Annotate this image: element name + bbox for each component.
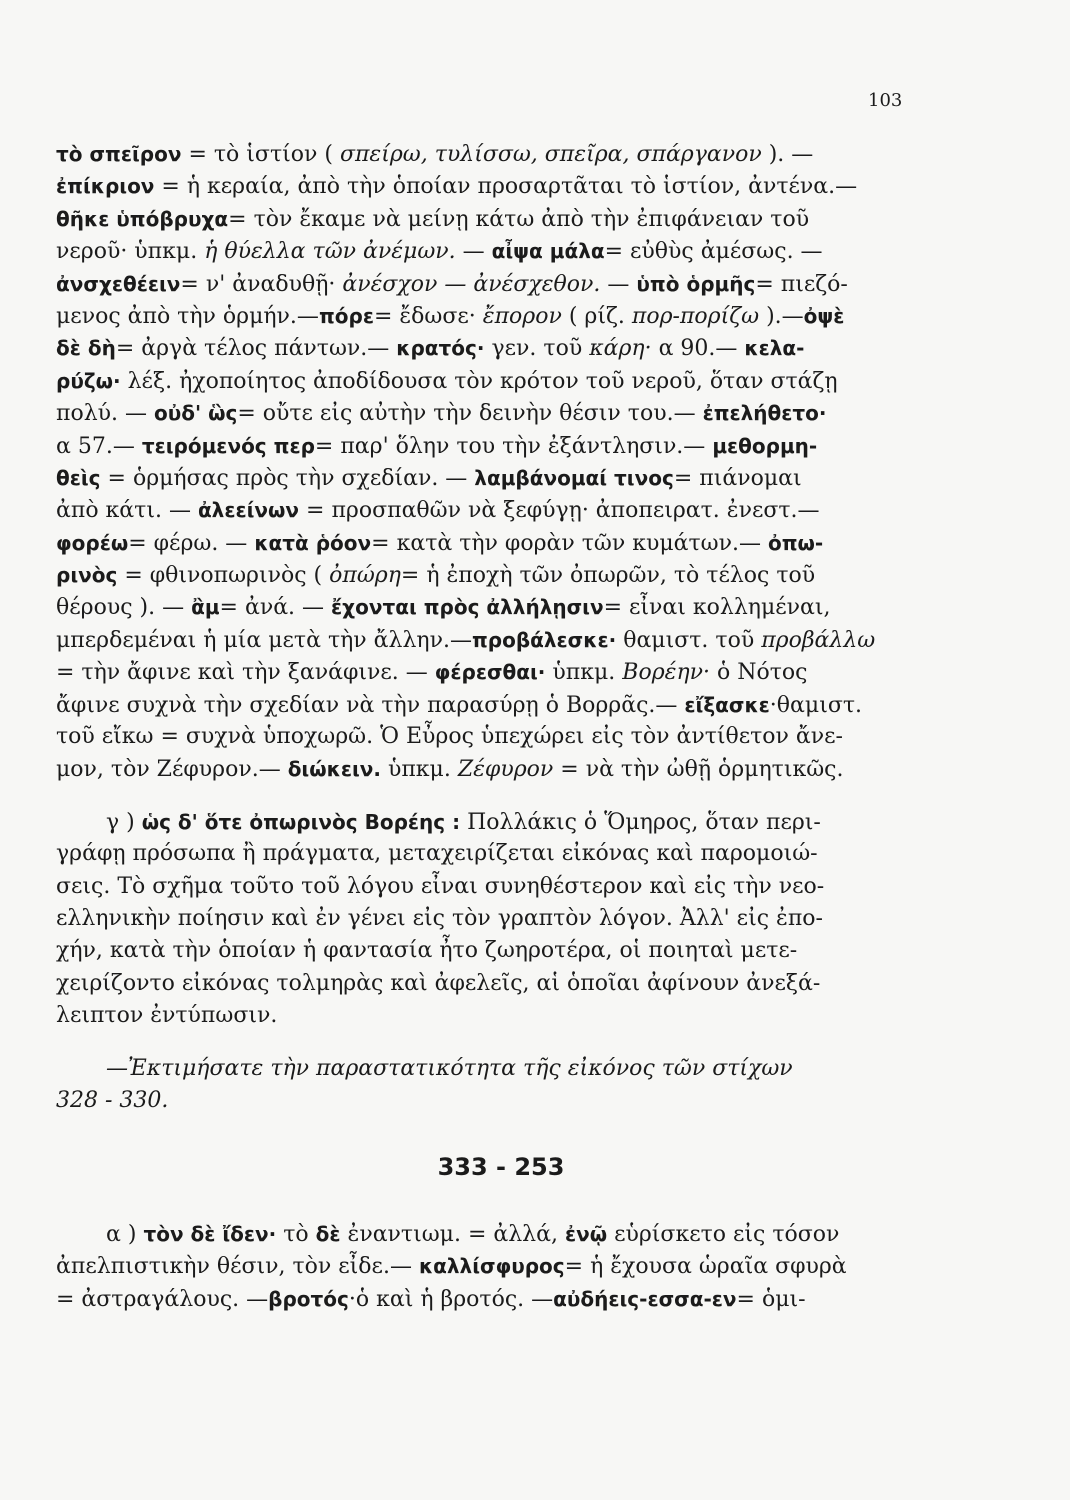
text-run: = προσπαθῶν νὰ ξεφύγῃ· ἀποπειρατ. ἐνεστ.— — [299, 498, 820, 524]
headword: τὸ σπεῖρον — [56, 142, 182, 166]
text-line — [56, 871, 906, 903]
text-line — [56, 462, 906, 494]
text-run: θέρους ). — — [56, 595, 192, 621]
headword: δὲ — [315, 1221, 341, 1246]
headword: πόρε — [318, 303, 374, 328]
headword: βροτός — [268, 1286, 349, 1311]
text-run: ). — — [761, 142, 814, 167]
text-run: = ν' ἀναδυθῇ· — [180, 271, 343, 297]
headword: θεὶς — [56, 465, 101, 490]
text-line — [56, 1218, 906, 1250]
text-run: θαμιστ. τοῦ — [616, 627, 762, 653]
text-run: γεν. τοῦ — [484, 336, 590, 362]
italic-text: πορ-πορίζω — [631, 303, 760, 329]
headword: φέρεσθαι· — [434, 660, 546, 685]
glossary-paragraph — [56, 138, 906, 786]
text-line — [56, 838, 906, 870]
text-run: = ἡ ἔχουσα ὡραῖα σφυρὰ — [564, 1254, 847, 1280]
italic-text: ἡ θύελλα τῶν ἀνέμων. — [204, 239, 456, 265]
headword: λαμβάνομαί τινος — [474, 465, 674, 490]
text-line — [56, 903, 906, 935]
text-line — [56, 935, 906, 967]
text-line — [56, 397, 906, 429]
italic-text: προβάλλω — [761, 627, 876, 653]
text-run: = ἀνά. — — [219, 595, 332, 621]
text-run: = εὐθὺς ἀμέσως. — — [604, 239, 823, 265]
text-line — [56, 689, 906, 721]
text-run: ·θαμιστ. — [769, 692, 862, 718]
text-line — [56, 494, 906, 526]
text-run: πολύ. — — [56, 401, 155, 427]
text-run: Πολλάκις ὁ Ὅμηρος, ὅταν περι- — [460, 809, 821, 835]
headword: ὀψὲ — [803, 303, 845, 328]
headword: κελα- — [744, 336, 805, 361]
text-run: ἐναντιωμ. = ἀλλά, — [340, 1221, 565, 1247]
headword: μεθορμη- — [712, 433, 818, 458]
text-run: μον, τὸν Ζέφυρον.— — [56, 757, 288, 783]
text-line — [56, 332, 906, 364]
italic-text: Ζέφυρον — [457, 757, 554, 783]
headword: κρατός· — [396, 336, 485, 361]
glossary-paragraph-2 — [56, 1218, 906, 1315]
italic-text: ὀπώρη — [329, 563, 401, 589]
text-run: εὑρίσκετο εἰς τόσον — [607, 1221, 840, 1247]
headword: φορέω — [56, 530, 129, 555]
text-line — [56, 170, 906, 202]
text-run: = ὁρμήσας πρὸς τὴν σχεδίαν. — — [100, 465, 475, 491]
body-text — [56, 138, 906, 1315]
italic-text: σπείρω, τυλίσσω, σπεῖρα, σπάργανον — [339, 142, 762, 167]
headword: καλλίσφυρος — [418, 1254, 565, 1279]
italic-text: κάρη· — [589, 336, 652, 362]
text-run: ἀπὸ κάτι. — — [56, 498, 198, 524]
text-run: μενος ἀπὸ τὴν ὁρμήν.— — [56, 303, 319, 329]
text-run: α ) — [106, 1221, 144, 1247]
text-line — [56, 1250, 906, 1282]
text-line — [56, 591, 906, 623]
text-run: = τὴν ἄφινε καὶ τὴν ξανάφινε. — — [56, 660, 435, 686]
text-run: = φθινοπωρινὸς ( — [117, 563, 330, 589]
headword: αἶψα μάλα — [491, 239, 605, 264]
text-line — [56, 365, 906, 397]
text-run: ὑπκμ. — [380, 757, 458, 783]
section-title: 333 - 253 — [437, 1153, 565, 1182]
text-run: = νὰ τὴν ὠθῇ ὁρμητικῶς. — [553, 757, 844, 783]
headword: εἴξασκε — [684, 692, 770, 717]
text-line — [56, 806, 906, 838]
text-run: ἀπελπιστικὴν θέσιν, τὸν εἶδε.— — [56, 1254, 419, 1280]
text-run: α 57.— — [56, 433, 142, 459]
text-line — [56, 656, 906, 688]
text-run: = ἀστραγάλους. — — [56, 1286, 269, 1312]
headword: ὀπω- — [767, 530, 824, 555]
text-run: ·ὁ καὶ ἡ βροτός. — — [348, 1286, 554, 1312]
text-run: χήν, κατὰ τὴν ὁποίαν ἡ φαντασία ἦτο ζωηροτέρα, οἱ ποιηταὶ μετε- — [56, 938, 798, 964]
text-run: = παρ' ὅλην του τὴν ἐξάντλησιν.— — [314, 433, 713, 459]
italic-text: ἔπορον — [482, 303, 562, 329]
text-line — [56, 300, 906, 332]
text-run: ἄφινε συχνὰ τὴν σχεδίαν νὰ τὴν παρασύρῃ ὁ Βορρᾶς.— — [56, 692, 685, 718]
headword: ἐπίκριον — [56, 174, 155, 199]
text-run: νεροῦ· ὑπκμ. — [56, 239, 205, 265]
text-run: = ἡ ἐποχὴ τῶν ὀπωρῶν, τὸ τέλος τοῦ — [400, 563, 816, 589]
text-run: = οὔτε εἰς αὐτὴν τὴν δεινὴν θέσιν του.— — [237, 401, 703, 427]
headword: οὐδ' ὣς — [154, 401, 238, 426]
text-line — [56, 268, 906, 300]
text-line — [56, 968, 906, 1000]
exercise-prompt — [56, 1053, 906, 1118]
text-line — [56, 235, 906, 267]
text-run: = πιεζό- — [755, 271, 848, 297]
text-run: = ἔδωσε· — [373, 303, 483, 329]
text-run: σεις. Τὸ σχῆμα τοῦτο τοῦ λόγου εἶναι συνηθέστερον καὶ εἰς τὴν νεο- — [56, 873, 825, 899]
headword: ὑπὸ ὁρμῆς — [636, 271, 756, 296]
italic-text: 328 - 330. — [56, 1087, 169, 1113]
text-run: = τὸ ἱστίον ( — [181, 142, 340, 167]
headword: ἔχονται πρὸς ἀλλήλῃσιν — [331, 595, 604, 620]
headword: τὸν δὲ ἴδεν· — [143, 1221, 277, 1246]
text-run: α 90.— — [651, 336, 745, 362]
headword: θῆκε ὑπόβρυχα — [56, 206, 229, 231]
text-run: γράφῃ πρόσωπα ἢ πράγματα, μεταχειρίζεται εἰκόνας καὶ παρομοιώ- — [56, 841, 818, 867]
text-line — [56, 624, 906, 656]
headword: ἐπελήθετο· — [702, 401, 827, 426]
text-run: = κατὰ τὴν φορὰν τῶν κυμάτων.— — [371, 530, 768, 556]
headword: ρινὸς — [56, 563, 118, 588]
text-run: = ὁμι- — [736, 1286, 806, 1312]
text-line — [56, 430, 906, 462]
headword: κατὰ ῥόον — [254, 530, 372, 555]
text-run: τοῦ εἴκω = συχνὰ ὑποχωρῶ. Ὁ Εὖρος ὑπεχώρει εἰς τὸν ἀντίθετον ἄνε- — [56, 724, 843, 750]
headword: ἀλεείνων — [197, 498, 300, 523]
text-run: λειπτον ἐντύπωσιν. — [56, 1003, 278, 1029]
text-run: χειρίζοντο εἰκόνας τολμηρὰς καὶ ἀφελεῖς, αἱ ὁποῖαι ἀφίνουν ἀνεξά- — [56, 970, 821, 996]
headword: ἀνσχεθέειν — [56, 271, 181, 296]
headword: ὡς δ' ὅτε ὀπωρινὸς Βορέης : — [141, 809, 461, 834]
italic-text: ἀνέσχον — ἀνέσχεθον. — [342, 271, 601, 297]
text-line — [56, 203, 906, 235]
text-run: = φέρω. — — [128, 530, 255, 556]
headword: δὲ δὴ — [56, 336, 116, 361]
text-run: — — [455, 239, 492, 265]
text-line — [56, 1283, 906, 1315]
text-line — [56, 527, 906, 559]
text-run: μπερδεμέναι ἡ μία μετὰ τὴν ἄλλην.— — [56, 627, 472, 653]
text-line — [56, 721, 906, 753]
text-run: = τὸν ἔκαμε νὰ μείνῃ κάτω ἀπὸ τὴν ἐπιφάνειαν τοῦ — [228, 206, 810, 232]
italic-text: Βορέην· — [622, 660, 710, 686]
headword: ἂμ — [191, 595, 220, 620]
text-run: ( ρίζ. — [561, 303, 632, 329]
text-run: = πιάνομαι — [673, 465, 802, 491]
text-line — [56, 753, 906, 785]
text-line — [56, 1000, 906, 1032]
text-run: ὑπκμ. — [545, 660, 623, 686]
text-line — [56, 1053, 906, 1085]
text-run: ).— — [759, 303, 804, 329]
text-line — [56, 1085, 906, 1117]
headword: ἐνῷ — [564, 1221, 608, 1246]
text-run: ὁ Νότος — [710, 660, 808, 686]
text-run: τὸ — [276, 1221, 316, 1247]
text-run: ελληνικὴν ποίησιν καὶ ἐν γένει εἰς τὸν γραπτὸν λόγον. Ἀλλ' εἰς ἐπο- — [56, 905, 823, 931]
headword: διώκειν. — [287, 757, 381, 782]
text-run: γ ) — [106, 809, 142, 835]
text-line — [56, 559, 906, 591]
page-number: 103 — [868, 90, 903, 111]
text-run: = εἶναι κολλημέναι, — [603, 595, 831, 621]
commentary-paragraph — [56, 806, 906, 1033]
text-run: λέξ. ἠχοποίητος ἀποδίδουσα τὸν κρότον τοῦ νεροῦ, ὅταν στάζῃ — [120, 368, 838, 394]
headword: προβάλεσκε· — [471, 627, 617, 652]
text-run: — — [600, 271, 637, 297]
headword: ρύζω· — [56, 368, 121, 393]
headword: αὐδήεις-εσσα-εν — [553, 1286, 737, 1311]
italic-text: —Ἐκτιμήσατε τὴν παραστατικότητα τῆς εἰκόνος τῶν στίχων — [106, 1055, 793, 1081]
text-run: = ἡ κεραία, ἀπὸ τὴν ὁποίαν προσαρτᾶται τὸ ἱστίον, ἀντένα.— — [154, 174, 858, 200]
text-line — [56, 138, 906, 170]
text-run: = ἀργὰ τέλος πάντων.— — [115, 336, 397, 362]
headword: τειρόμενός περ — [141, 433, 315, 458]
